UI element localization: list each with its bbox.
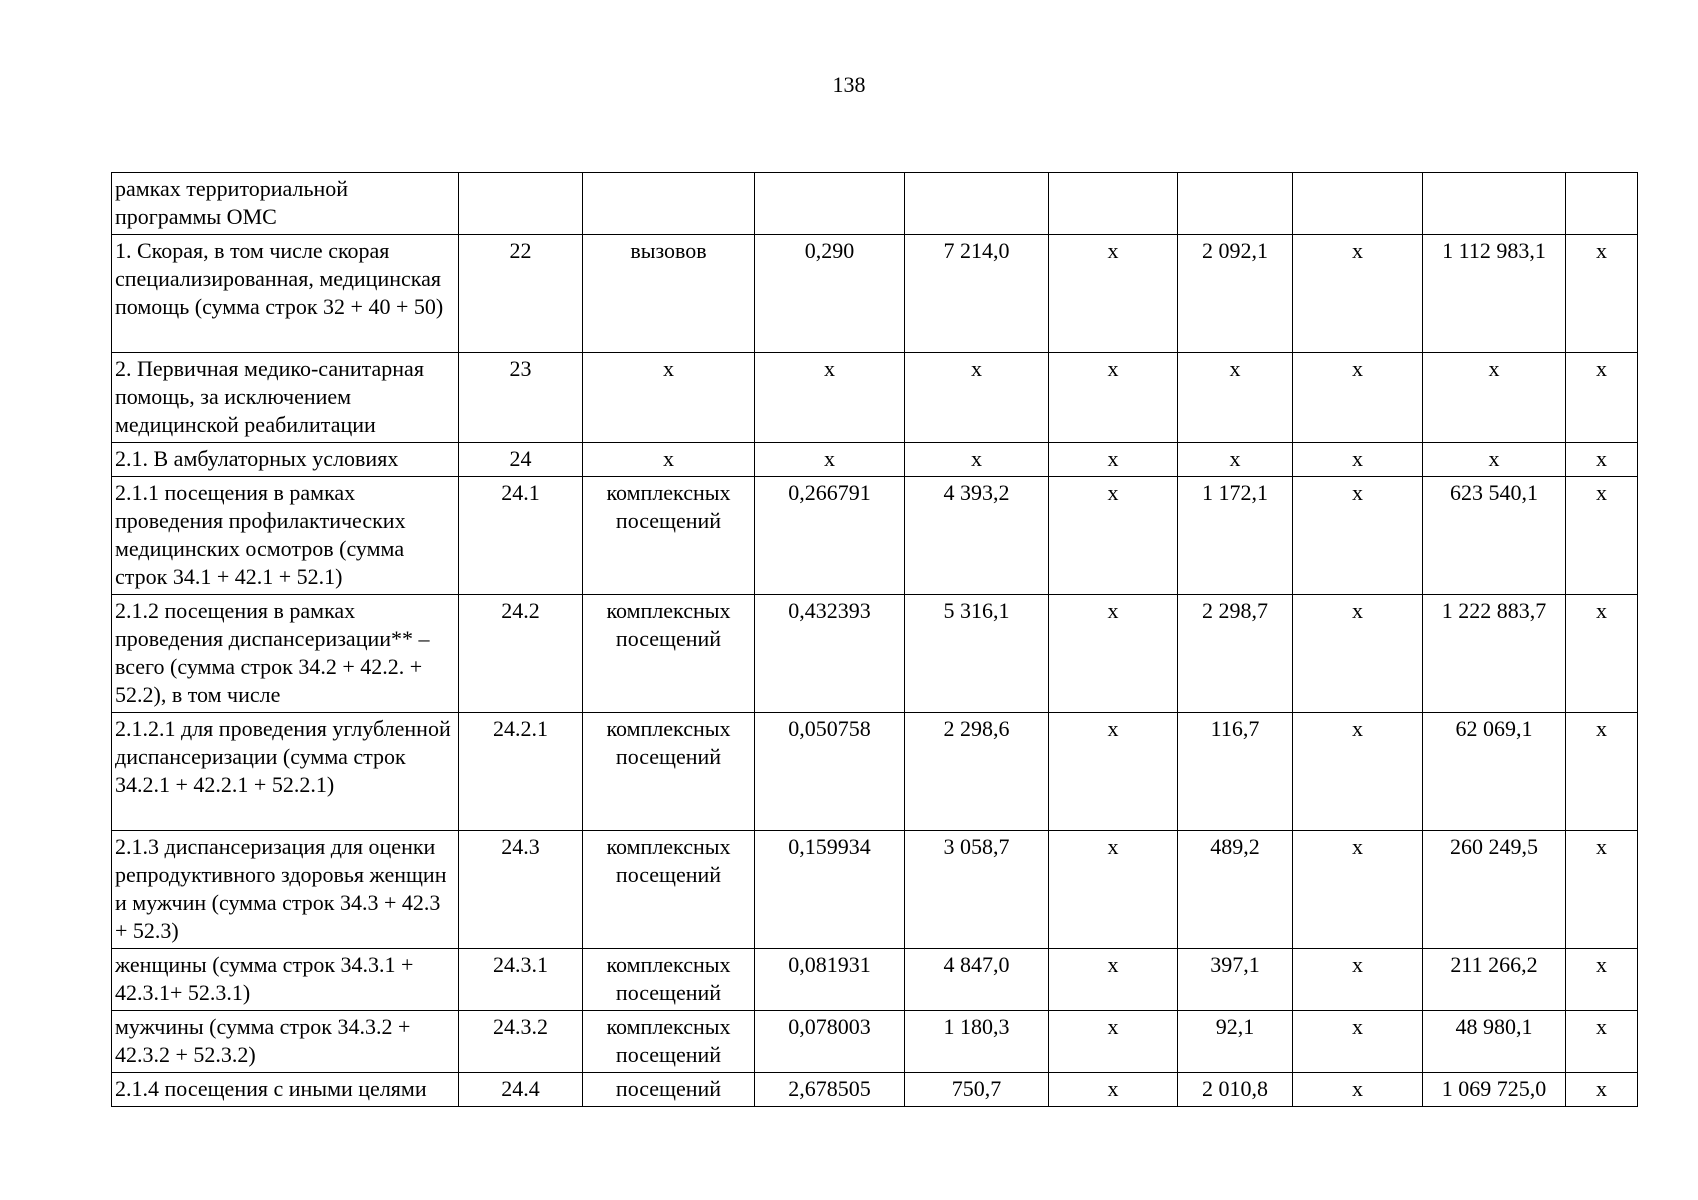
row-value-7: х [1566,595,1638,713]
row-value-7: х [1566,713,1638,831]
row-value-3: х [1049,831,1178,949]
row-unit: комплексных посещений [583,1011,755,1073]
row-line-number: 23 [459,353,583,443]
table-row [112,353,1638,443]
row-value-6: х [1423,443,1566,477]
row-line-number: 24.3 [459,831,583,949]
row-value-4: 2 298,7 [1178,595,1293,713]
row-value-5: х [1293,1073,1423,1107]
table-row [112,443,1638,477]
row-value-6: 62 069,1 [1423,713,1566,831]
data-table [111,172,1638,1107]
row-value-1 [755,173,905,235]
row-value-1: 0,078003 [755,1011,905,1073]
row-unit: комплексных посещений [583,831,755,949]
row-name: 2.1.3 диспансеризация для оценки репродуктивного здоровья женщин и мужчин (сумма строк 34.3 + 42.3 + 52.3) [112,831,459,949]
row-name: рамках территориальной программы ОМС [112,173,459,235]
row-name: 2.1.2.1 для проведения углубленной диспансеризации (сумма строк 34.2.1 + 42.2.1 + 52.2.1) [112,713,459,831]
row-value-3: х [1049,949,1178,1011]
row-value-3: х [1049,477,1178,595]
row-unit: комплексных посещений [583,949,755,1011]
row-value-6: х [1423,353,1566,443]
row-name: женщины (сумма строк 34.3.1 + 42.3.1+ 52.3.1) [112,949,459,1011]
row-value-5: х [1293,713,1423,831]
row-value-6: 48 980,1 [1423,1011,1566,1073]
row-unit: комплексных посещений [583,713,755,831]
row-value-6: 1 112 983,1 [1423,235,1566,353]
row-value-5: х [1293,477,1423,595]
row-value-5: х [1293,949,1423,1011]
row-name: 2.1.2 посещения в рамках проведения диспансеризации** – всего (сумма строк 34.2 + 42.2. + 52.2), в том числе [112,595,459,713]
row-name: 2.1. В амбулаторных условиях [112,443,459,477]
row-value-5: х [1293,1011,1423,1073]
row-value-4: 397,1 [1178,949,1293,1011]
row-line-number: 24.3.1 [459,949,583,1011]
row-value-7: х [1566,1011,1638,1073]
row-line-number: 22 [459,235,583,353]
row-value-6: 1 222 883,7 [1423,595,1566,713]
row-value-2: 750,7 [905,1073,1049,1107]
row-value-7: х [1566,353,1638,443]
row-value-3: х [1049,1073,1178,1107]
row-name: 2.1.4 посещения с иными целями [112,1073,459,1107]
row-line-number: 24.1 [459,477,583,595]
row-value-3 [1049,173,1178,235]
table-row [112,949,1638,1011]
row-name: 2.1.1 посещения в рамках проведения профилактических медицинских осмотров (сумма строк 34.1 + 42.1 + 52.1) [112,477,459,595]
row-unit: посещений [583,1073,755,1107]
row-value-2: 7 214,0 [905,235,1049,353]
row-value-4: х [1178,443,1293,477]
row-value-3: х [1049,235,1178,353]
row-value-1: 0,290 [755,235,905,353]
row-value-6: 623 540,1 [1423,477,1566,595]
table-row [112,173,1638,235]
row-value-2: х [905,353,1049,443]
row-line-number: 24.2.1 [459,713,583,831]
row-name: 2. Первичная медико-санитарная помощь, за исключением медицинской реабилитации [112,353,459,443]
row-value-4: 92,1 [1178,1011,1293,1073]
row-value-6: 211 266,2 [1423,949,1566,1011]
row-line-number: 24 [459,443,583,477]
table-row [112,831,1638,949]
row-unit [583,173,755,235]
row-value-2: 4 393,2 [905,477,1049,595]
row-value-5: х [1293,235,1423,353]
row-value-7: х [1566,235,1638,353]
row-value-4: 116,7 [1178,713,1293,831]
row-value-5: х [1293,443,1423,477]
row-value-2: 1 180,3 [905,1011,1049,1073]
row-line-number [459,173,583,235]
row-value-1: 0,266791 [755,477,905,595]
table-row [112,1073,1638,1107]
row-value-2: 5 316,1 [905,595,1049,713]
row-value-1: 0,159934 [755,831,905,949]
row-value-1: 0,081931 [755,949,905,1011]
row-value-6: 260 249,5 [1423,831,1566,949]
row-value-5 [1293,173,1423,235]
row-name: мужчины (сумма строк 34.3.2 + 42.3.2 + 52.3.2) [112,1011,459,1073]
row-value-5: х [1293,353,1423,443]
row-value-3: х [1049,353,1178,443]
row-unit: х [583,353,755,443]
row-unit: комплексных посещений [583,477,755,595]
row-value-3: х [1049,595,1178,713]
row-value-4: 2 010,8 [1178,1073,1293,1107]
row-value-2: 3 058,7 [905,831,1049,949]
table-row [112,713,1638,831]
row-value-6: 1 069 725,0 [1423,1073,1566,1107]
row-value-4 [1178,173,1293,235]
row-line-number: 24.3.2 [459,1011,583,1073]
row-value-3: х [1049,713,1178,831]
table-row [112,235,1638,353]
row-line-number: 24.4 [459,1073,583,1107]
row-value-7: х [1566,443,1638,477]
row-unit: вызовов [583,235,755,353]
row-value-4: 1 172,1 [1178,477,1293,595]
row-value-1: 2,678505 [755,1073,905,1107]
row-value-2: 4 847,0 [905,949,1049,1011]
row-value-5: х [1293,595,1423,713]
row-value-2 [905,173,1049,235]
row-value-7: х [1566,1073,1638,1107]
row-value-7 [1566,173,1638,235]
row-value-4: 489,2 [1178,831,1293,949]
page-number: 138 [832,72,866,97]
row-value-2: 2 298,6 [905,713,1049,831]
row-value-7: х [1566,949,1638,1011]
row-value-3: х [1049,1011,1178,1073]
row-value-4: 2 092,1 [1178,235,1293,353]
table-row [112,477,1638,595]
row-value-1: 0,050758 [755,713,905,831]
row-value-6 [1423,173,1566,235]
row-value-5: х [1293,831,1423,949]
row-value-2: х [905,443,1049,477]
row-value-3: х [1049,443,1178,477]
table-row [112,1011,1638,1073]
row-value-7: х [1566,831,1638,949]
row-value-1: х [755,443,905,477]
row-value-1: х [755,353,905,443]
row-value-1: 0,432393 [755,595,905,713]
row-value-7: х [1566,477,1638,595]
row-unit: х [583,443,755,477]
row-unit: комплексных посещений [583,595,755,713]
row-value-4: х [1178,353,1293,443]
table-row [112,595,1638,713]
row-line-number: 24.2 [459,595,583,713]
row-name: 1. Скорая, в том числе скорая специализированная, медицинская помощь (сумма строк 32 + 40 + 50) [112,235,459,353]
